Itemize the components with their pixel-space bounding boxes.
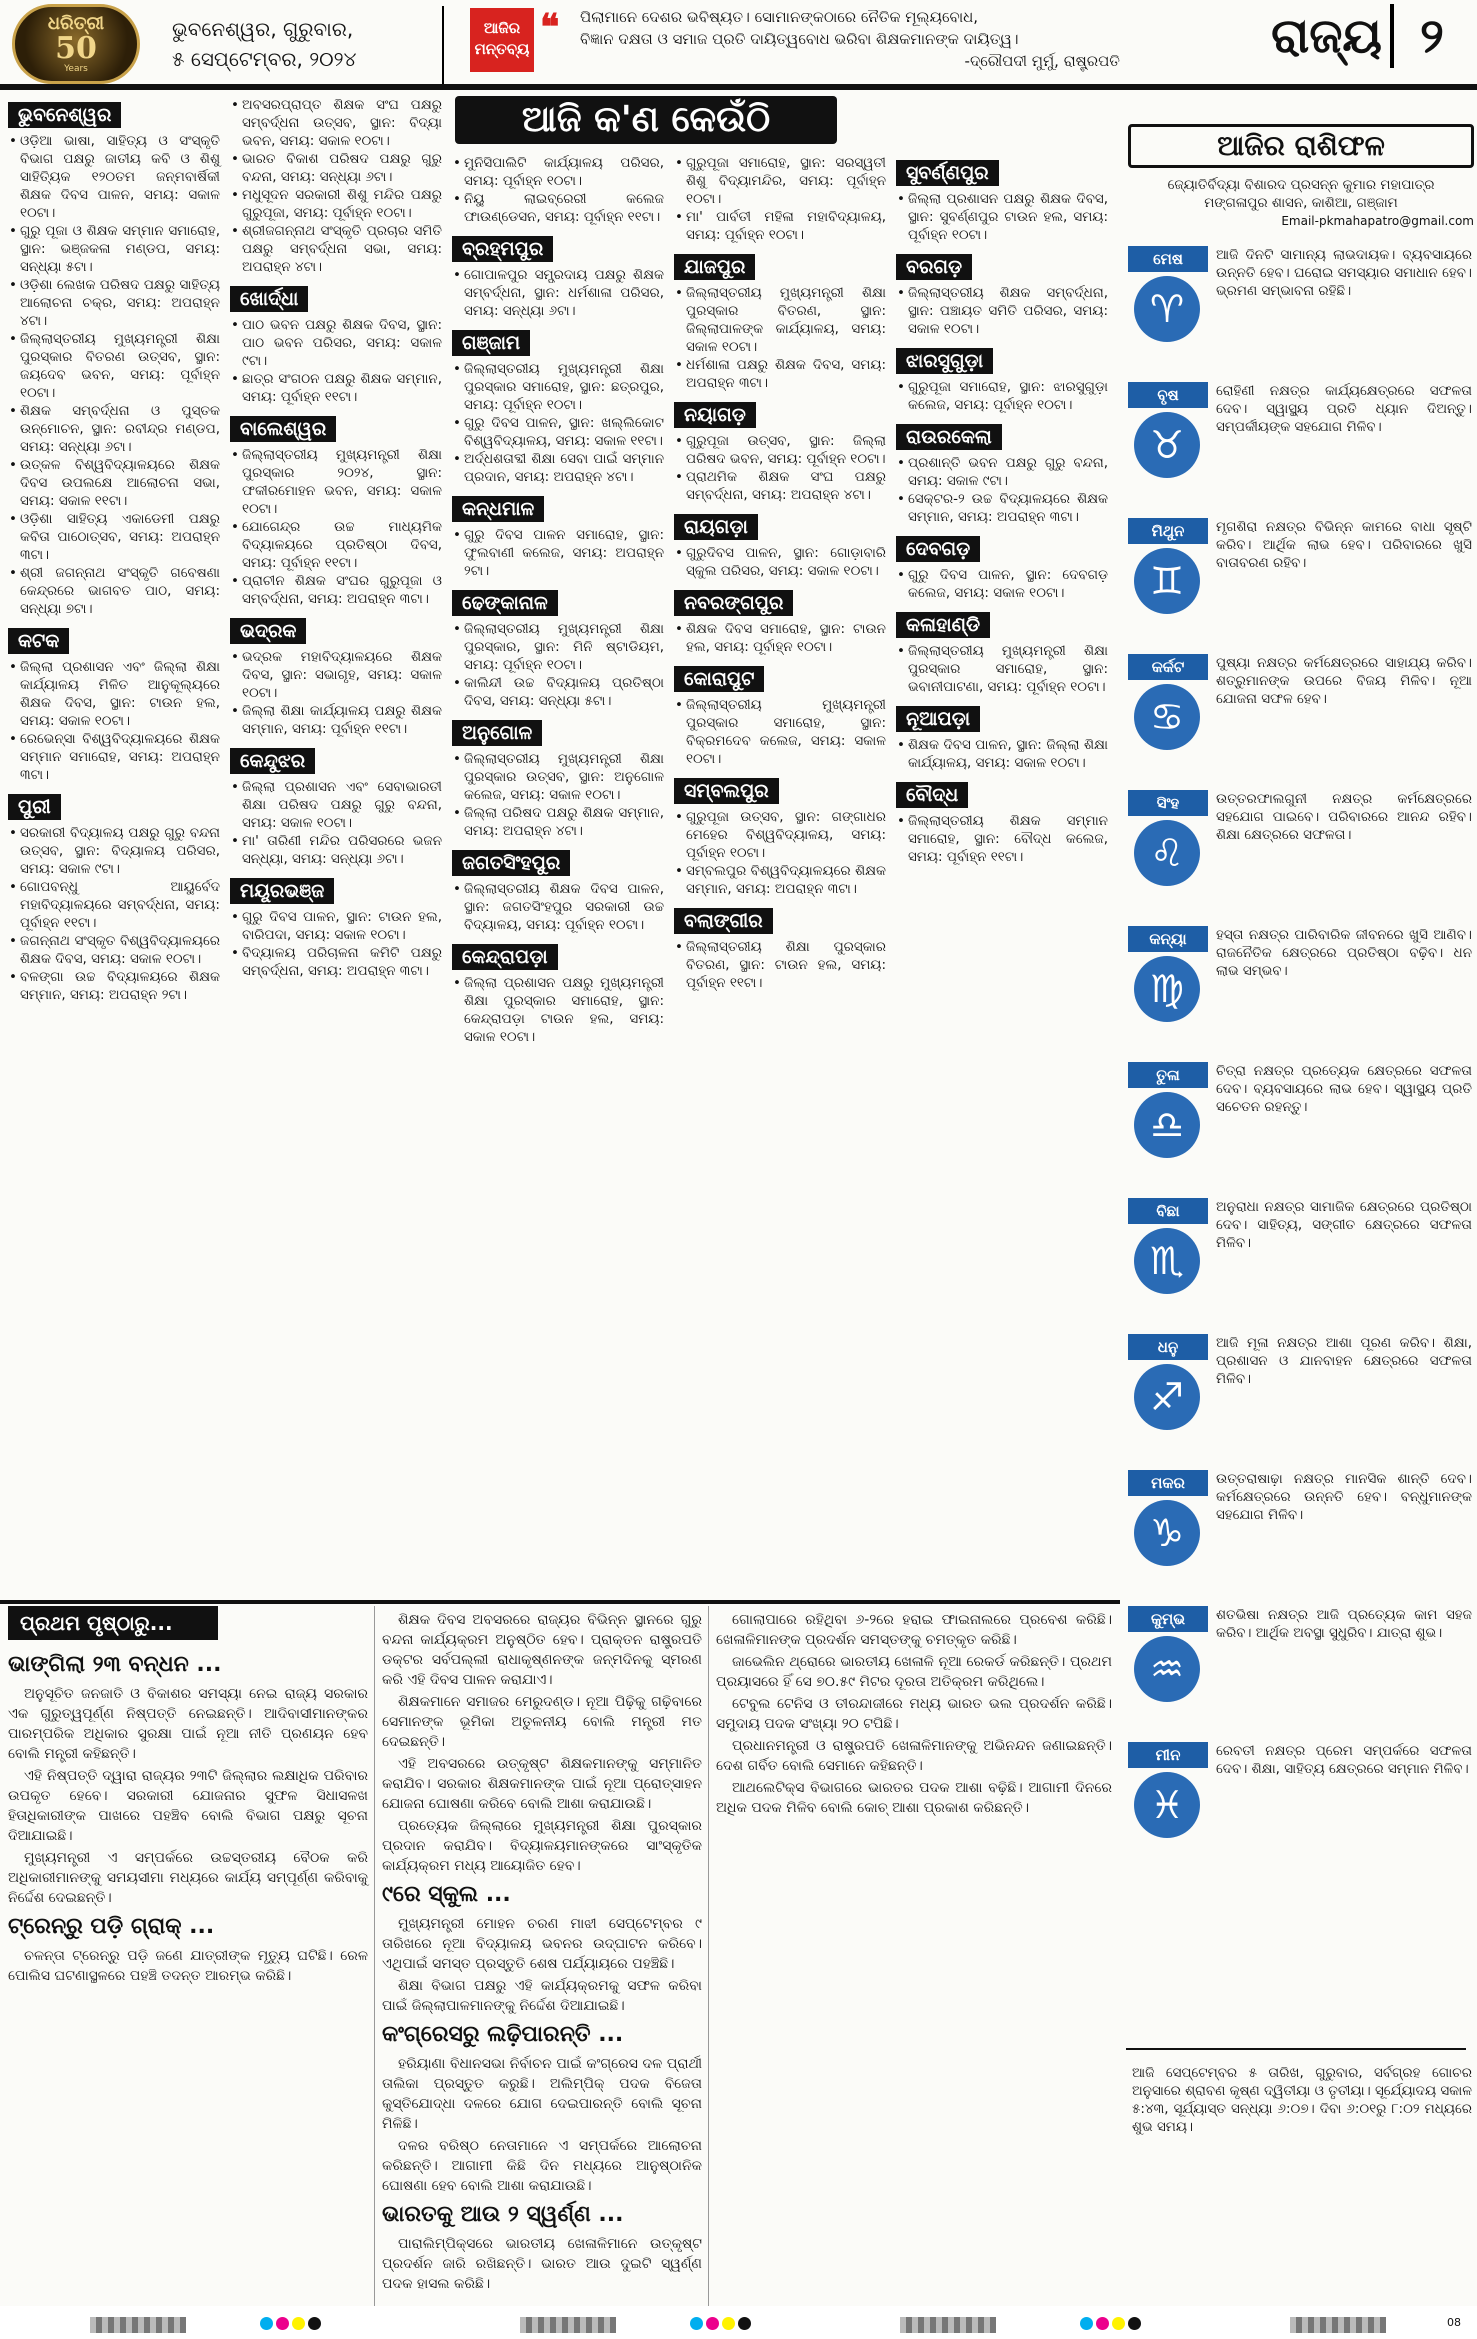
event-item: • ଜିଲ୍ଲାସ୍ତରୀୟ ଶିକ୍ଷକ ସମ୍ବର୍ଦ୍ଧନା, ସ୍ଥାନ: ପଞ୍ଚାୟତ ସମିତି ପରିସର, ସମୟ: ସକାଳ ୧୦ଟା।	[896, 284, 1108, 338]
city-group	[8, 788, 220, 1004]
story-paragraph: ଶିକ୍ଷକ ଦିବସ ଅବସରରେ ରାଜ୍ୟର ବିଭିନ୍ନ ସ୍ଥାନରେ ଗୁରୁ ବନ୍ଦନା କାର୍ଯ୍ୟକ୍ରମ ଅନୁଷ୍ଠିତ ହେବ। ପ୍ରାକ୍ତନ ରାଷ୍ଟ୍ରପତି ଡକ୍ଟର ସର୍ବପଲ୍ଲୀ ରାଧାକୃଷ୍ଣନଙ୍କ ଜନ୍ମଦିନକୁ ସ୍ମରଣ କରି ଏହି ଦିବସ ପାଳନ କରାଯାଏ।	[382, 1612, 702, 1688]
event-item: • ଭଦ୍ରକ ମହାବିଦ୍ୟାଳୟରେ ଶିକ୍ଷକ ଦିବସ, ସ୍ଥାନ: ସଭାଗୃହ, ସମୟ: ସକାଳ ୧୦ଟା।	[230, 648, 442, 702]
yellow-dot	[722, 2317, 735, 2330]
event-item: • ଉତ୍କଳ ବିଶ୍ୱବିଦ୍ୟାଳୟରେ ଶିକ୍ଷକ ଦିବସ ଉପଲକ୍ଷେ ଆଲୋଚନା ସଭା, ସମୟ: ସକାଳ ୧୧ଟା।	[8, 456, 220, 510]
city-group	[230, 742, 442, 868]
city-group	[8, 622, 220, 784]
event-item: • ଗୁରୁ ଦିବସ ପାଳନ ସମାରୋହ, ସ୍ଥାନ: ଫୁଲବାଣୀ କଲେଜ, ସମୟ: ଅପରାହ୍ନ ୨ଟା।	[452, 526, 664, 580]
sign-name: ବିଛା	[1128, 1198, 1208, 1224]
zodiac-icon: ♋	[1134, 684, 1200, 750]
event-item: • ଜିଲ୍ଲାସ୍ତରୀୟ ମୁଖ୍ୟମନ୍ତ୍ରୀ ଶିକ୍ଷା ପୁରସ୍କାର ବିତରଣ ଉତ୍ସବ, ସ୍ଥାନ: ଜୟଦେବ ଭବନ, ସମୟ: ପୂର୍ବାହ୍ନ ୧୦ଟା।	[8, 330, 220, 402]
page-number: ୨	[1390, 4, 1470, 68]
sign-prediction: ଉତ୍ତରାଷାଢ଼ା ନକ୍ଷତ୍ର ମାନସିକ ଶାନ୍ତି ଦେବ। କର୍ମକ୍ଷେତ୍ରରେ ଉନ୍ନତି ହେବ। ବନ୍ଧୁମାନଙ୍କ ସହଯୋଗ ମିଳିବ।	[1216, 1471, 1472, 1523]
city-group	[896, 418, 1108, 526]
masthead-rule	[0, 84, 1477, 90]
city-group	[230, 410, 442, 608]
event-item: • ଜିଲ୍ଲା ପ୍ରଶାସନ ଏବଂ ଜିଲ୍ଲା ଶିକ୍ଷା କାର୍ଯ୍ୟାଳୟ ମିଳିତ ଆନୁକୂଲ୍ୟରେ ଶିକ୍ଷକ ଦିବସ, ସ୍ଥାନ: ଟାଉନ ହଲ, ସମୟ: ସକାଳ ୧୦ଟା।	[8, 658, 220, 730]
event-item: • ପ୍ରଶାନ୍ତି ଭବନ ପକ୍ଷରୁ ଗୁରୁ ବନ୍ଦନା, ସମୟ: ସକାଳ ୯ଟା।	[896, 454, 1108, 490]
registration-bar	[90, 2317, 186, 2333]
city-heading: ସୁବର୍ଣ୍ଣପୁର	[896, 160, 999, 186]
events-column-1	[8, 96, 220, 1008]
quote-line2: ବିଜ୍ଞାନ ଦକ୍ଷତା ଓ ସମାଜ ପ୍ରତି ଦାୟିତ୍ୱବୋଧ ଭରିବା ଶିକ୍ଷକମାନଙ୍କ ଦାୟିତ୍ୱ।	[580, 30, 1019, 48]
front-column-1	[8, 1646, 368, 1988]
city-heading: ଯାଜପୁର	[674, 254, 755, 280]
story-paragraph: ଆଥଲେଟିକ୍ସ ବିଭାଗରେ ଭାରତର ପଦକ ଆଶା ବଢ଼ିଛି। ଆଗାମୀ ଦିନରେ ଅଧିକ ପଦକ ମିଳିବ ବୋଲି କୋଚ୍ ଆଶା ପ୍ରକାଶ କରିଛନ୍ତି।	[716, 1780, 1112, 1816]
event-item: • ଓଡ଼ିଆ ଭାଷା, ସାହିତ୍ୟ ଓ ସଂସ୍କୃତି ବିଭାଗ ପକ୍ଷରୁ ଜାତୀୟ କବି ଓ ଶିଶୁ ସାହିତ୍ୟିକ ୧୨୦ତମ ଜନ୍ମବାର୍ଷିକୀ ଶିକ୍ଷକ ଦିବସ ପାଳନ, ସମୟ: ସକାଳ ୧୦ଟା।	[8, 132, 220, 222]
front-page-banner: ପ୍ରଥମ ପୃଷ୍ଠାରୁ...	[8, 1606, 218, 1640]
registration-bar	[900, 2317, 996, 2333]
sign-name: ବୃଷ	[1128, 382, 1208, 408]
story-paragraph: ହରିୟାଣା ବିଧାନସଭା ନିର୍ବାଚନ ପାଇଁ କଂଗ୍ରେସ ଦଳ ପ୍ରାର୍ଥୀ ତାଲିକା ପ୍ରସ୍ତୁତ କରୁଛି। ଅଲିମ୍ପିକ୍ ପଦକ ବିଜେତା କୁସ୍ତିଯୋଦ୍ଧା ଦଳରେ ଯୋଗ ଦେଇପାରନ୍ତି ବୋଲି ସୂଚନା ମିଳିଛି।	[382, 2056, 702, 2132]
event-item: • ଜିଲ୍ଲାସ୍ତରୀୟ ମୁଖ୍ୟମନ୍ତ୍ରୀ ଶିକ୍ଷା ପୁରସ୍କାର ସମାରୋହ, ସ୍ଥାନ: ଭବାନୀପାଟଣା, ସମୟ: ପୂର୍ବାହ୍ନ ୧୦ଟା।	[896, 642, 1108, 696]
event-item: • ଗୋପାଳପୁର ସମ୍ପ୍ରଦାୟ ପକ୍ଷରୁ ଶିକ୍ଷକ ସମ୍ବର୍ଦ୍ଧନା, ସ୍ଥାନ: ଧର୍ମଶାଳା ପରିସର, ସମୟ: ସନ୍ଧ୍ୟା ୬ଟା।	[452, 266, 664, 320]
event-item: • ଜିଲ୍ଲାସ୍ତରୀୟ ମୁଖ୍ୟମନ୍ତ୍ରୀ ଶିକ୍ଷା ପୁରସ୍କାର ୨୦୨୪, ସ୍ଥାନ: ଫକୀରମୋହନ ଭବନ, ସମୟ: ସକାଳ ୧୦ଟା।	[230, 446, 442, 518]
city-group	[896, 530, 1108, 602]
sign-prediction: ଅନୁରାଧା ନକ୍ଷତ୍ର ସାମାଜିକ କ୍ଷେତ୍ରରେ ପ୍ରତିଷ୍ଠା ଦେବ। ସାହିତ୍ୟ, ସଙ୍ଗୀତ କ୍ଷେତ୍ରରେ ସଫଳତା ମିଳିବ।	[1216, 1199, 1472, 1251]
city-heading: କୋରାପୁଟ	[674, 666, 764, 692]
astrologer-info	[1120, 176, 1474, 230]
front-column-2	[382, 1610, 702, 2296]
horoscope-sign	[1120, 372, 1474, 508]
story-paragraph: ଶିକ୍ଷା ବିଭାଗ ପକ୍ଷରୁ ଏହି କାର୍ଯ୍ୟକ୍ରମକୁ ସଫଳ କରିବା ପାଇଁ ଜିଲ୍ଲାପାଳମାନଙ୍କୁ ନିର୍ଦ୍ଦେଶ ଦିଆଯାଇଛି।	[382, 1978, 702, 2014]
city-heading: ରାୟଗଡ଼ା	[674, 514, 758, 540]
zodiac-icon: ♉	[1134, 412, 1200, 478]
astrologer-email: Email-pkmahapatro@gmail.com	[1281, 214, 1474, 228]
zodiac-icon: ♒	[1134, 1636, 1200, 1702]
city-group	[896, 776, 1108, 866]
city-group	[896, 154, 1108, 244]
quote-tag-line1: ଆଜିର	[483, 19, 521, 37]
sign-name: ତୁଳା	[1128, 1062, 1208, 1088]
story-paragraph: ପ୍ରତ୍ୟେକ ଜିଲ୍ଲାରେ ମୁଖ୍ୟମନ୍ତ୍ରୀ ଶିକ୍ଷା ପୁରସ୍କାର ପ୍ରଦାନ କରାଯିବ। ବିଦ୍ୟାଳୟମାନଙ୍କରେ ସାଂସ୍କୃତିକ କାର୍ଯ୍ୟକ୍ରମ ମଧ୍ୟ ଆୟୋଜିତ ହେବ।	[382, 1818, 702, 1874]
quote-tag-line2: ମନ୍ତବ୍ୟ	[474, 40, 530, 58]
city-group	[452, 584, 664, 710]
events-banner: ଆଜି କ'ଣ କେଉଁଠି	[455, 96, 837, 144]
bottom-rule	[0, 1600, 1120, 1604]
event-item: • ବିଦ୍ୟାଳୟ ପରିଚାଳନା କମିଟି ପକ୍ଷରୁ ସମ୍ବର୍ଦ୍ଧନା, ସମୟ: ଅପରାହ୍ନ ୩ଟା।	[230, 944, 442, 980]
city-heading: ବଲାଙ୍ଗୀର	[674, 908, 773, 934]
sign-name: କନ୍ୟା	[1128, 926, 1208, 952]
sign-name: ମକର	[1128, 1470, 1208, 1496]
story-paragraph: ଶିକ୍ଷକମାନେ ସମାଜର ମେରୁଦଣ୍ଡ। ନୂଆ ପିଢ଼ିକୁ ଗଢ଼ିବାରେ ସେମାନଙ୍କ ଭୂମିକା ଅତୁଳନୀୟ ବୋଲି ମନ୍ତ୍ରୀ ମତ ଦେଇଛନ୍ତି।	[382, 1694, 702, 1750]
city-group	[674, 396, 886, 504]
story-paragraph: ପ୍ରଧାନମନ୍ତ୍ରୀ ଓ ରାଷ୍ଟ୍ରପତି ଖେଳାଳିମାନଙ୍କୁ ଅଭିନନ୍ଦନ ଜଣାଇଛନ୍ତି। ଦେଶ ଗର୍ବିତ ବୋଲି ସେମାନେ କହିଛନ୍ତି।	[716, 1738, 1112, 1774]
event-item: • ମୁନିସିପାଲିଟି କାର୍ଯ୍ୟାଳୟ ପରିସର, ସମୟ: ପୂର୍ବାହ୍ନ ୧୦ଟା।	[452, 154, 664, 190]
print-registration-bar	[0, 2306, 1477, 2339]
city-group	[674, 154, 886, 244]
event-item: • ସରକାରୀ ବିଦ୍ୟାଳୟ ପକ୍ଷରୁ ଗୁରୁ ବନ୍ଦନା ଉତ୍ସବ, ସ୍ଥାନ: ବିଦ୍ୟାଳୟ ପରିସର, ସମୟ: ସକାଳ ୯ଟା।	[8, 824, 220, 878]
event-item: • ଜିଲ୍ଲାସ୍ତରୀୟ ଶିକ୍ଷା ପୁରସ୍କାର ବିତରଣ, ସ୍ଥାନ: ଟାଉନ ହଲ, ସମୟ: ପୂର୍ବାହ୍ନ ୧୧ଟା।	[674, 938, 886, 992]
event-item: • ଗୁରୁ ପୂଜା ଓ ଶିକ୍ଷକ ସମ୍ମାନ ସମାରୋହ, ସ୍ଥାନ: ଭଞ୍ଜକଳା ମଣ୍ଡପ, ସମୟ: ସନ୍ଧ୍ୟା ୫ଟା।	[8, 222, 220, 276]
anniversary-sub: Years	[64, 64, 88, 74]
event-item: • ଗୁରୁ ଦିବସ ପାଳନ, ସ୍ଥାନ: ଦେବଗଡ଼ କଲେଜ, ସମୟ: ସକାଳ ୧୦ଟା।	[896, 566, 1108, 602]
city-heading: କଟକ	[8, 628, 69, 654]
city-group	[896, 606, 1108, 696]
dateline-place-day: ଭୁବନେଶ୍ୱର, ଗୁରୁବାର,	[172, 17, 354, 41]
event-item: • ମା' ପାର୍ବତୀ ମହିଳା ମହାବିଦ୍ୟାଳୟ, ସମୟ: ପୂର୍ବାହ୍ନ ୧୦ଟା।	[674, 208, 886, 244]
events-section	[8, 96, 1110, 1593]
cyan-dot	[260, 2317, 273, 2330]
event-item: • ଜିଲ୍ଲାସ୍ତରୀୟ ମୁଖ୍ୟମନ୍ତ୍ରୀ ଶିକ୍ଷା ପୁରସ୍କାର ବିତରଣ, ସ୍ଥାନ: ଜିଲ୍ଲାପାଳଙ୍କ କାର୍ଯ୍ୟାଳୟ, ସମୟ: ସକାଳ ୧୦ଟା।	[674, 284, 886, 356]
cyan-dot	[1080, 2317, 1093, 2330]
sign-name: ମିଥୁନ	[1128, 518, 1208, 544]
event-item: • ସମ୍ବଲପୁର ବିଶ୍ୱବିଦ୍ୟାଳୟରେ ଶିକ୍ଷକ ସମ୍ମାନ, ସମୟ: ଅପରାହ୍ନ ୩ଟା।	[674, 862, 886, 898]
event-item: • ଭାରତ ବିକାଶ ପରିଷଦ ପକ୍ଷରୁ ଗୁରୁ ବନ୍ଦନା, ସମୟ: ସନ୍ଧ୍ୟା ୬ଟା।	[230, 150, 442, 186]
event-item: • ଜିଲ୍ଲାସ୍ତରୀୟ ମୁଖ୍ୟମନ୍ତ୍ରୀ ଶିକ୍ଷା ପୁରସ୍କାର, ସ୍ଥାନ: ମିନି ଷ୍ଟାଡିୟମ, ସମୟ: ପୂର୍ବାହ୍ନ ୧୦ଟା।	[452, 620, 664, 674]
event-item: • ଜିଲ୍ଲାସ୍ତରୀୟ ମୁଖ୍ୟମନ୍ତ୍ରୀ ଶିକ୍ଷା ପୁରସ୍କାର ସମାରୋହ, ସ୍ଥାନ: ଛତ୍ରପୁର, ସମୟ: ପୂର୍ବାହ୍ନ ୧୦ଟା।	[452, 360, 664, 414]
yellow-dot	[292, 2317, 305, 2330]
event-item: • ଗୁରୁପୂଜା ଉତ୍ସବ, ସ୍ଥାନ: ଗଙ୍ଗାଧର ମେହେର ବିଶ୍ୱବିଦ୍ୟାଳୟ, ସମୟ: ପୂର୍ବାହ୍ନ ୧୦ଟା।	[674, 808, 886, 862]
horoscope-sign	[1120, 236, 1474, 372]
city-heading: ନୟାଗଡ଼	[674, 402, 756, 428]
sign-name: କର୍କଟ	[1128, 654, 1208, 680]
column-rule	[374, 1606, 375, 2306]
horoscope-sign	[1120, 780, 1474, 916]
color-registration-dots	[690, 2315, 754, 2334]
sign-name: ସିଂହ	[1128, 790, 1208, 816]
zodiac-icon: ♈	[1134, 276, 1200, 342]
daily-quote	[580, 6, 1140, 72]
city-heading: ଅନୁଗୋଳ	[452, 720, 542, 746]
event-item: • ମଧୁସୂଦନ ସରକାରୀ ଶିଶୁ ମନ୍ଦିର ପକ୍ଷରୁ ଗୁରୁପୂଜା, ସମୟ: ପୂର୍ବାହ୍ନ ୧୦ଟା।	[230, 186, 442, 222]
cyan-dot	[690, 2317, 703, 2330]
events-column-5	[896, 154, 1108, 870]
anniversary-logo	[12, 4, 140, 84]
city-heading: ବ୍ରହ୍ମପୁର	[452, 236, 553, 262]
story-headline: ୯ରେ ସ୍କୁଲ ...	[382, 1882, 511, 1907]
city-heading: ଝାରସୁଗୁଡ଼ା	[896, 348, 993, 374]
city-heading: ଜଗତସିଂହପୁର	[452, 850, 570, 876]
city-group	[896, 248, 1108, 338]
city-group	[8, 96, 220, 618]
black-dot	[308, 2317, 321, 2330]
event-item: • ଅବସରପ୍ରାପ୍ତ ଶିକ୍ଷକ ସଂଘ ପକ୍ଷରୁ ସମ୍ବର୍ଦ୍ଧନା ଉତ୍ସବ, ସ୍ଥାନ: ବିଦ୍ୟା ଭବନ, ସମୟ: ସକାଳ ୧୦ଟା।	[230, 96, 442, 150]
horoscope-sign	[1120, 508, 1474, 644]
zodiac-icon: ♎	[1134, 1092, 1200, 1158]
zodiac-icon: ♌	[1134, 820, 1200, 886]
city-heading: ବରଗଡ଼	[896, 254, 972, 280]
story-headline: ଭାରତକୁ ଆଉ ୨ ସ୍ୱର୍ଣ୍ଣ ...	[382, 2202, 624, 2227]
event-item: • ଗୁରୁପୂଜା ସମାରୋହ, ସ୍ଥାନ: ଝାରସୁଗୁଡ଼ା କଲେଜ, ସମୟ: ପୂର୍ବାହ୍ନ ୧୦ଟା।	[896, 378, 1108, 414]
city-group	[452, 714, 664, 840]
event-item: • ନିୟୁ ଲାଇବ୍ରେରୀ କଲେଜ ଫାଉଣ୍ଡେସନ, ସମୟ: ପୂର୍ବାହ୍ନ ୧୧ଟା।	[452, 190, 664, 226]
story-paragraph: ମୁଖ୍ୟମନ୍ତ୍ରୀ ଏ ସମ୍ପର୍କରେ ଉଚ୍ଚସ୍ତରୀୟ ବୈଠକ କରି ଅଧିକାରୀମାନଙ୍କୁ ସମୟସୀମା ମଧ୍ୟରେ କାର୍ଯ୍ୟ ସମ୍ପୂର୍ଣ୍ଣ କରିବାକୁ ନିର୍ଦ୍ଦେଶ ଦେଇଛନ୍ତି।	[8, 1850, 368, 1906]
city-heading: କଳାହାଣ୍ଡି	[896, 612, 990, 638]
panchang-text: ଆଜି ସେପ୍ଟେମ୍ବର ୫ ତାରିଖ, ଗୁରୁବାର, ସର୍ବଗ୍ରହ ଗୋଚର ଅନୁସାରେ ଶ୍ରାବଣ କୃଷ୍ଣ ଦ୍ୱିତୀୟା ଓ ତୃତୀୟା। ସୂର୍ଯ୍ୟୋଦୟ ସକାଳ ୫:୪୩, ସୂର୍ଯ୍ୟାସ୍ତ ସନ୍ଧ୍ୟା ୬:୦୭। ଦିବା ୬:୦୧ରୁ ୮:୦୨ ମଧ୍ୟରେ ଶୁଭ ସମୟ।	[1132, 2065, 1472, 2135]
horoscope-sign	[1120, 1732, 1474, 1868]
city-group	[896, 700, 1108, 772]
city-group	[452, 938, 664, 1046]
astrologer-address: ମଙ୍ଗଳାପୁର ଶାସନ, କାଶିଆ, ଗଞ୍ଜାମ	[1204, 195, 1398, 211]
city-heading: ପୁରୀ	[8, 794, 61, 820]
events-column-3	[452, 154, 664, 1050]
story-paragraph: ଜାଭେଲିନ ଥ୍ରୋରେ ଭାରତୀୟ ଖେଳାଳି ନୂଆ ରେକର୍ଡ କରିଛନ୍ତି। ପ୍ରଥମ ପ୍ରୟାସରେ ହିଁ ସେ ୭୦.୫୯ ମିଟର ଦୂରତା ଅତିକ୍ରମ କରିଥିଲେ।	[716, 1654, 1112, 1690]
event-item: • ଗୁରୁ ଦିବସ ପାଳନ, ସ୍ଥାନ: ଟାଉନ ହଲ, ବାରିପଦା, ସମୟ: ସକାଳ ୧୦ଟା।	[230, 908, 442, 944]
event-item: • ଧର୍ମଶାଳା ପକ୍ଷରୁ ଶିକ୍ଷକ ଦିବସ, ସମୟ: ଅପରାହ୍ନ ୩ଟା।	[674, 356, 886, 392]
city-heading: ନବରଙ୍ଗପୁର	[674, 590, 793, 616]
horoscope-sign	[1120, 1052, 1474, 1188]
city-group	[452, 324, 664, 486]
story-paragraph: ଏହି ନିଷ୍ପତ୍ତି ଦ୍ୱାରା ରାଜ୍ୟର ୨୩ଟି ଜିଲ୍ଲାର ଲକ୍ଷାଧିକ ପରିବାର ଉପକୃତ ହେବେ। ସରକାରୀ ଯୋଜନାର ସୁଫଳ ସିଧାସଳଖ ହିତାଧିକାରୀଙ୍କ ପାଖରେ ପହଞ୍ଚିବ ବୋଲି ବିଭାଗ ପକ୍ଷରୁ ସୂଚନା ଦିଆଯାଇଛି।	[8, 1768, 368, 1844]
horoscope-signs	[1120, 236, 1474, 1868]
city-group	[452, 844, 664, 934]
section-title: ରାଜ୍ୟ	[1271, 8, 1382, 64]
event-item: • ଶିକ୍ଷକ ସମ୍ବର୍ଦ୍ଧନା ଓ ପୁସ୍ତକ ଉନ୍ମୋଚନ, ସ୍ଥାନ: ରବୀନ୍ଦ୍ର ମଣ୍ଡପ, ସମୟ: ସନ୍ଧ୍ୟା ୬ଟା।	[8, 402, 220, 456]
event-item: • ଜିଲ୍ଲାସ୍ତରୀୟ ଶିକ୍ଷକ ଦିବସ ପାଳନ, ସ୍ଥାନ: ଜଗତସିଂହପୁର ସରକାରୀ ଉଚ୍ଚ ବିଦ୍ୟାଳୟ, ସମୟ: ପୂର୍ବାହ୍ନ ୧୦ଟା।	[452, 880, 664, 934]
newspaper-logo: ଧରିତ୍ରୀ	[47, 13, 105, 34]
event-item: • ଗୋପବନ୍ଧୁ ଆୟୁର୍ବେଦ ମହାବିଦ୍ୟାଳୟରେ ସମ୍ବର୍ଦ୍ଧନା, ସମୟ: ପୂର୍ବାହ୍ନ ୧୧ଟା।	[8, 878, 220, 932]
sign-prediction: ଆଜି ଦିନଟି ସାମାନ୍ୟ ଲାଭଦାୟକ। ବ୍ୟବସାୟରେ ଉନ୍ନତି ହେବ। ଘରୋଇ ସମସ୍ୟାର ସମାଧାନ ହେବ। ଭ୍ରମଣ ସମ୍ଭାବନା ରହିଛି।	[1216, 247, 1472, 299]
city-group	[674, 660, 886, 768]
sign-name: ମେଷ	[1128, 246, 1208, 272]
city-group	[674, 508, 886, 580]
event-item: • ଜଗନ୍ନାଥ ସଂସ୍କୃତ ବିଶ୍ୱବିଦ୍ୟାଳୟରେ ଶିକ୍ଷକ ଦିବସ, ସମୟ: ସକାଳ ୧୦ଟା।	[8, 932, 220, 968]
story-paragraph: ଅନୁସୂଚିତ ଜନଜାତି ଓ ବିକାଶର ସମସ୍ୟା ନେଇ ରାଜ୍ୟ ସରକାର ଏକ ଗୁରୁତ୍ୱପୂର୍ଣ୍ଣ ନିଷ୍ପତ୍ତି ନେଇଛନ୍ତି। ଆଦିବାସୀମାନଙ୍କର ପାରମ୍ପରିକ ଅଧିକାର ସୁରକ୍ଷା ପାଇଁ ନୂଆ ନୀତି ପ୍ରଣୟନ ହେବ ବୋଲି ମନ୍ତ୍ରୀ କହିଛନ୍ତି।	[8, 1686, 368, 1762]
event-item: • ରେଭେନ୍ସା ବିଶ୍ୱବିଦ୍ୟାଳୟରେ ଶିକ୍ଷକ ସମ୍ମାନ ସମାରୋହ, ସମୟ: ଅପରାହ୍ନ ୩ଟା।	[8, 730, 220, 784]
horoscope-sign	[1120, 1596, 1474, 1732]
horoscope-title: ଆଜିର ରାଶିଫଳ	[1128, 124, 1474, 168]
story-paragraph: ଚଳନ୍ତା ଟ୍ରେନ୍‌ରୁ ପଡ଼ି ଜଣେ ଯାତ୍ରୀଙ୍କ ମୃତ୍ୟୁ ଘଟିଛି। ରେଳ ପୋଲିସ ଘଟଣାସ୍ଥଳରେ ପହଞ୍ଚି ତଦନ୍ତ ଆରମ୍ଭ କରିଛି।	[8, 1948, 368, 1984]
city-heading: ମୟୂରଭଞ୍ଜ	[230, 878, 334, 904]
event-item: • ଜିଲ୍ଲା ପ୍ରଶାସନ ପକ୍ଷରୁ ମୁଖ୍ୟମନ୍ତ୍ରୀ ଶିକ୍ଷା ପୁରସ୍କାର ସମାରୋହ, ସ୍ଥାନ: କେନ୍ଦ୍ରାପଡ଼ା ଟାଉନ ହଲ, ସମୟ: ସକାଳ ୧୦ଟା।	[452, 974, 664, 1046]
dateline	[172, 14, 356, 74]
city-heading: କେନ୍ଦୁଝର	[230, 748, 315, 774]
magenta-dot	[706, 2317, 719, 2330]
story-headline: କଂଗ୍ରେସରୁ ଲଢ଼ିପାରନ୍ତି ...	[382, 2022, 624, 2047]
magenta-dot	[276, 2317, 289, 2330]
event-item: • ଶିକ୍ଷକ ଦିବସ ପାଳନ, ସ୍ଥାନ: ଜିଲ୍ଲା ଶିକ୍ଷା କାର୍ଯ୍ୟାଳୟ, ସମୟ: ସକାଳ ୧୦ଟା।	[896, 736, 1108, 772]
astrologer-name: ଜ୍ୟୋତିର୍ବିଦ୍ୟା ବିଶାରଦ ପ୍ରସନ୍ନ କୁମାର ମହାପାତ୍ର	[1167, 177, 1435, 193]
registration-bar	[520, 2317, 616, 2333]
story-paragraph: ଟେବୁଲ ଟେନିସ ଓ ତୀରନ୍ଦାଜୀରେ ମଧ୍ୟ ଭାରତ ଭଲ ପ୍ରଦର୍ଶନ କରିଛି। ସମୁଦାୟ ପଦକ ସଂଖ୍ୟା ୨୦ ଟପିଛି।	[716, 1696, 1112, 1732]
event-item: • ଅର୍ଦ୍ଧଶତାବ୍ଦୀ ଶିକ୍ଷା ସେବା ପାଇଁ ସମ୍ମାନ ପ୍ରଦାନ, ସମୟ: ଅପରାହ୍ନ ୪ଟା।	[452, 450, 664, 486]
city-group	[896, 342, 1108, 414]
event-item: • ସେକ୍ଟର-୨ ଉଚ୍ଚ ବିଦ୍ୟାଳୟରେ ଶିକ୍ଷକ ସମ୍ମାନ, ସମୟ: ଅପରାହ୍ନ ୩ଟା।	[896, 490, 1108, 526]
color-registration-dots	[1080, 2315, 1144, 2334]
story-paragraph: ଗୋଲାପାରେ ରହିଥିବା ୬-୨ରେ ହରାଇ ଫାଇନାଲରେ ପ୍ରବେଶ କରିଛି। ଖେଳାଳିମାନଙ୍କ ପ୍ରଦର୍ଶନ ସମସ୍ତଙ୍କୁ ଚମତ୍କୃତ କରିଛି।	[716, 1612, 1112, 1648]
horoscope-sign	[1120, 1188, 1474, 1324]
front-continuation-section	[0, 1606, 1120, 2306]
panchang-rule	[1126, 2048, 1466, 2050]
city-group	[452, 490, 664, 580]
event-item: • ଶିକ୍ଷକ ଦିବସ ସମାରୋହ, ସ୍ଥାନ: ଟାଉନ ହଲ, ସମୟ: ପୂର୍ବାହ୍ନ ୧୦ଟା।	[674, 620, 886, 656]
events-column-4	[674, 154, 886, 996]
story-headline: ଟ୍ରେନ୍‌ରୁ ପଡ଼ି ଗ୍ରାକ୍ ...	[8, 1914, 215, 1939]
quote-line1: ପିଲାମାନେ ଦେଶର ଭବିଷ୍ୟତ। ସୋମାନଙ୍କଠାରେ ନୈତିକ ମୂଲ୍ୟବୋଧ,	[580, 8, 979, 26]
horoscope-section	[1120, 96, 1474, 1827]
sign-name: କୁମ୍ଭ	[1128, 1606, 1208, 1632]
event-item: • ଗୁରୁପୂଜା ଉତ୍ସବ, ସ୍ଥାନ: ଜିଲ୍ଲା ପରିଷଦ ଭବନ, ସମୟ: ପୂର୍ବାହ୍ନ ୧୦ଟା।	[674, 432, 886, 468]
sign-name: ମୀନ	[1128, 1742, 1208, 1768]
masthead-divider	[442, 6, 444, 84]
city-heading: ବାଲେଶ୍ୱର	[230, 416, 336, 442]
city-group	[230, 280, 442, 406]
zodiac-icon: ♏	[1134, 1228, 1200, 1294]
city-group	[452, 154, 664, 226]
event-item: • ଗୁରୁଦିବସ ପାଳନ, ସ୍ଥାନ: ଗୋଡ଼ାବାରି ସ୍କୁଲ ପରିସର, ସମୟ: ସକାଳ ୧୦ଟା।	[674, 544, 886, 580]
event-item: • ଶ୍ରୀ ଜଗନ୍ନାଥ ସଂସ୍କୃତି ଗବେଷଣା କେନ୍ଦ୍ରରେ ଭାଗବତ ପାଠ, ସମୟ: ସନ୍ଧ୍ୟା ୭ଟା।	[8, 564, 220, 618]
zodiac-icon: ♊	[1134, 548, 1200, 614]
city-heading: ରାଉରକେଲା	[896, 424, 1002, 450]
sign-prediction: ଆଜି ମୂଳା ନକ୍ଷତ୍ର ଆଶା ପୂରଣ କରିବ। ଶିକ୍ଷା, ପ୍ରଶାସନ ଓ ଯାନବାହନ କ୍ଷେତ୍ରରେ ସଫଳତା ମିଳିବ।	[1216, 1335, 1472, 1387]
dateline-date: ୫ ସେପ୍ଟେମ୍ବର, ୨୦୨୪	[172, 47, 357, 71]
city-group	[674, 584, 886, 656]
event-item: • ଗୁରୁ ଦିବସ ପାଳନ, ସ୍ଥାନ: ଖଲ୍ଲିକୋଟ ବିଶ୍ୱବିଦ୍ୟାଳୟ, ସମୟ: ସକାଳ ୧୧ଟା।	[452, 414, 664, 450]
horoscope-sign	[1120, 1324, 1474, 1460]
sign-prediction: ହସ୍ତା ନକ୍ଷତ୍ର ପାରିବାରିକ ଜୀବନରେ ଖୁସି ଆଣିବ। ରାଜନୈତିକ କ୍ଷେତ୍ରରେ ପ୍ରତିଷ୍ଠା ବଢ଼ିବ। ଧନ ଲାଭ ସମ୍ଭବ।	[1216, 927, 1472, 979]
city-heading: କେନ୍ଦ୍ରାପଡ଼ା	[452, 944, 558, 970]
horoscope-sign	[1120, 644, 1474, 780]
anniversary-number: 50	[55, 31, 97, 66]
horoscope-sign	[1120, 916, 1474, 1052]
city-heading: ଢେଙ୍କାନାଳ	[452, 590, 558, 616]
event-item: • ଶ୍ରୀଜଗନ୍ନାଥ ସଂସ୍କୃତି ପ୍ରଚାର ସମିତି ପକ୍ଷରୁ ସମ୍ବର୍ଦ୍ଧନା ସଭା, ସମୟ: ଅପରାହ୍ନ ୪ଟା।	[230, 222, 442, 276]
event-item: • ଜିଲ୍ଲା ପ୍ରଶାସନ ପକ୍ଷରୁ ଶିକ୍ଷକ ଦିବସ, ସ୍ଥାନ: ସୁବର୍ଣ୍ଣପୁର ଟାଉନ ହଲ, ସମୟ: ପୂର୍ବାହ୍ନ ୧୦ଟା।	[896, 190, 1108, 244]
event-item: • ପାଠ ଭବନ ପକ୍ଷରୁ ଶିକ୍ଷକ ଦିବସ, ସ୍ଥାନ: ପାଠ ଭବନ ପରିସର, ସମୟ: ସକାଳ ୯ଟା।	[230, 316, 442, 370]
zodiac-icon: ♍	[1134, 956, 1200, 1022]
black-dot	[738, 2317, 751, 2330]
story-paragraph: ଏହି ଅବସରରେ ଉତ୍କୃଷ୍ଟ ଶିକ୍ଷକମାନଙ୍କୁ ସମ୍ମାନିତ କରାଯିବ। ସରକାର ଶିକ୍ଷକମାନଙ୍କ ପାଇଁ ନୂଆ ପ୍ରୋତ୍ସାହନ ଯୋଜନା ଘୋଷଣା କରିବେ ବୋଲି ଆଶା କରାଯାଉଛି।	[382, 1756, 702, 1812]
city-heading: ନୂଆପଡ଼ା	[896, 706, 980, 732]
sign-prediction: ଉତ୍ତରଫାଲଗୁନୀ ନକ୍ଷତ୍ର କର୍ମକ୍ଷେତ୍ରରେ ସହଯୋଗ ପାଇବେ। ପରିବାରରେ ଆନନ୍ଦ ରହିବ। ଶିକ୍ଷା କ୍ଷେତ୍ରରେ ସଫଳତା।	[1216, 791, 1472, 843]
event-item: • ଜିଲ୍ଲାସ୍ତରୀୟ ମୁଖ୍ୟମନ୍ତ୍ରୀ ପୁରସ୍କାର ସମାରୋହ, ସ୍ଥାନ: ବିକ୍ରମଦେବ କଲେଜ, ସମୟ: ସକାଳ ୧୦ଟା।	[674, 696, 886, 768]
event-item: • ଜିଲ୍ଲା ଶିକ୍ଷା କାର୍ଯ୍ୟାଳୟ ପକ୍ଷରୁ ଶିକ୍ଷକ ସମ୍ମାନ, ସମୟ: ପୂର୍ବାହ୍ନ ୧୧ଟା।	[230, 702, 442, 738]
city-group	[230, 872, 442, 980]
event-item: • ପ୍ରାଚୀନ ଶିକ୍ଷକ ସଂଘର ଗୁରୁପୂଜା ଓ ସମ୍ବର୍ଦ୍ଧନା, ସମୟ: ଅପରାହ୍ନ ୩ଟା।	[230, 572, 442, 608]
city-heading: ବୌଦ୍ଧ	[896, 782, 968, 808]
event-item: • ଜିଲ୍ଲାସ୍ତରୀୟ ମୁଖ୍ୟମନ୍ତ୍ରୀ ଶିକ୍ଷା ପୁରସ୍କାର ଉତ୍ସବ, ସ୍ଥାନ: ଅନୁଗୋଳ କଲେଜ, ସମୟ: ସକାଳ ୧୦ଟା।	[452, 750, 664, 804]
story-paragraph: ମୁଖ୍ୟମନ୍ତ୍ରୀ ମୋହନ ଚରଣ ମାଝୀ ସେପ୍ଟେମ୍ବର ୯ ତାରିଖରେ ନୂଆ ବିଦ୍ୟାଳୟ ଭବନର ଉଦ୍‌ଘାଟନ କରିବେ। ଏଥିପାଇଁ ସମସ୍ତ ପ୍ରସ୍ତୁତି ଶେଷ ପର୍ଯ୍ୟାୟରେ ପହଞ୍ଚିଛି।	[382, 1916, 702, 1972]
event-item: • ଗୁରୁପୂଜା ସମାରୋହ, ସ୍ଥାନ: ସରସ୍ୱତୀ ଶିଶୁ ବିଦ୍ୟାମନ୍ଦିର, ସମୟ: ପୂର୍ବାହ୍ନ ୧୦ଟା।	[674, 154, 886, 208]
registration-bar	[1290, 2317, 1386, 2333]
color-registration-dots	[260, 2315, 324, 2334]
sign-prediction: ଚିତ୍ରା ନକ୍ଷତ୍ର ପ୍ରତ୍ୟେକ କ୍ଷେତ୍ରରେ ସଫଳତା ଦେବ। ବ୍ୟବସାୟରେ ଲାଭ ହେବ। ସ୍ୱାସ୍ଥ୍ୟ ପ୍ରତି ସଚେତନ ରହନ୍ତୁ।	[1216, 1063, 1472, 1115]
event-item: • ଜିଲ୍ଲା ପରିଷଦ ପକ୍ଷରୁ ଶିକ୍ଷକ ସମ୍ମାନ, ସମୟ: ଅପରାହ୍ନ ୪ଟା।	[452, 804, 664, 840]
city-group	[452, 230, 664, 320]
sign-prediction: ମୃଗଶିରା ନକ୍ଷତ୍ର ବିଭିନ୍ନ କାମରେ ବାଧା ସୃଷ୍ଟି କରିବ। ଆର୍ଥିକ ଲାଭ ହେବ। ପରିବାରରେ ଖୁସି ବାତାବରଣ ରହିବ।	[1216, 519, 1472, 571]
city-heading: ଦେବଗଡ଼	[896, 536, 980, 562]
city-heading: ସମ୍ବଲପୁର	[674, 778, 779, 804]
event-item: • ମା' ତାରିଣୀ ମନ୍ଦିର ପରିସରରେ ଭଜନ ସନ୍ଧ୍ୟା, ସମୟ: ସନ୍ଧ୍ୟା ୬ଟା।	[230, 832, 442, 868]
column-rule	[708, 1606, 709, 2306]
city-group	[230, 612, 442, 738]
quote-mark-icon: ❝	[540, 6, 560, 48]
page-code: 08	[1447, 2316, 1461, 2329]
horoscope-sign	[1120, 1460, 1474, 1596]
zodiac-icon: ♓	[1134, 1772, 1200, 1838]
story-headline: ଭାଙ୍ଗିଲା ୨୩ ବନ୍ଧନ ...	[8, 1652, 222, 1677]
city-group	[674, 902, 886, 992]
zodiac-icon: ♑	[1134, 1500, 1200, 1566]
city-heading: ଗଞ୍ଜାମ	[452, 330, 530, 356]
sign-prediction: ରୋହିଣୀ ନକ୍ଷତ୍ର କାର୍ଯ୍ୟକ୍ଷେତ୍ରରେ ସଫଳତା ଦେବ। ସ୍ୱାସ୍ଥ୍ୟ ପ୍ରତି ଧ୍ୟାନ ଦିଅନ୍ତୁ। ସମ୍ପର୍କୀୟଙ୍କ ସହଯୋଗ ମିଳିବ।	[1216, 383, 1472, 435]
quote-author: -ଦ୍ରୌପଦୀ ମୁର୍ମୁ, ରାଷ୍ଟ୍ରପତି	[964, 52, 1120, 70]
sign-name: ଧନୁ	[1128, 1334, 1208, 1360]
event-item: • ଜିଲ୍ଲାସ୍ତରୀୟ ଶିକ୍ଷକ ସମ୍ମାନ ସମାରୋହ, ସ୍ଥାନ: ବୌଦ୍ଧ କଲେଜ, ସମୟ: ପୂର୍ବାହ୍ନ ୧୧ଟା।	[896, 812, 1108, 866]
city-heading: କନ୍ଧମାଳ	[452, 496, 544, 522]
events-column-2	[230, 96, 442, 984]
event-item: • ଓଡ଼ିଶା ଲେଖକ ପରିଷଦ ପକ୍ଷରୁ ସାହିତ୍ୟ ଆଲୋଚନା ଚକ୍ର, ସମୟ: ଅପରାହ୍ନ ୪ଟା।	[8, 276, 220, 330]
story-paragraph: ଦଳର ବରିଷ୍ଠ ନେତାମାନେ ଏ ସମ୍ପର୍କରେ ଆଲୋଚନା କରିଛନ୍ତି। ଆଗାମୀ କିଛି ଦିନ ମଧ୍ୟରେ ଆନୁଷ୍ଠାନିକ ଘୋଷଣା ହେବ ବୋଲି ଆଶା କରାଯାଉଛି।	[382, 2138, 702, 2194]
event-item: • କାଲିନ୍ଦୀ ଉଚ୍ଚ ବିଦ୍ୟାଳୟ ପ୍ରତିଷ୍ଠା ଦିବସ, ସମୟ: ସନ୍ଧ୍ୟା ୫ଟା।	[452, 674, 664, 710]
masthead	[0, 0, 1477, 92]
city-group	[230, 96, 442, 276]
event-item: • ଛାତ୍ର ସଂଗଠନ ପକ୍ଷରୁ ଶିକ୍ଷକ ସମ୍ମାନ, ସମୟ: ପୂର୍ବାହ୍ନ ୧୧ଟା।	[230, 370, 442, 406]
city-group	[674, 248, 886, 392]
event-item: • ପ୍ରାଥମିକ ଶିକ୍ଷକ ସଂଘ ପକ୍ଷରୁ ସମ୍ବର୍ଦ୍ଧନା, ସମୟ: ଅପରାହ୍ନ ୪ଟା।	[674, 468, 886, 504]
front-column-3	[716, 1610, 1112, 1820]
story-paragraph: ପାରାଲିମ୍ପିକ୍‌ସରେ ଭାରତୀୟ ଖେଳାଳିମାନେ ଉତ୍କୃଷ୍ଟ ପ୍ରଦର୍ଶନ ଜାରି ରଖିଛନ୍ତି। ଭାରତ ଆଉ ଦୁଇଟି ସ୍ୱର୍ଣ୍ଣ ପଦକ ହାସଲ କରିଛି।	[382, 2236, 702, 2292]
black-dot	[1128, 2317, 1141, 2330]
city-group	[674, 772, 886, 898]
yellow-dot	[1112, 2317, 1125, 2330]
city-heading: ଭୁବନେଶ୍ୱର	[8, 102, 121, 128]
city-heading: ଖୋର୍ଦ୍ଧା	[230, 286, 308, 312]
zodiac-icon: ♐	[1134, 1364, 1200, 1430]
quote-tag	[470, 8, 534, 72]
event-item: • ବଳଙ୍ଗା ଉଚ୍ଚ ବିଦ୍ୟାଳୟରେ ଶିକ୍ଷକ ସମ୍ମାନ, ସମୟ: ଅପରାହ୍ନ ୨ଟା।	[8, 968, 220, 1004]
sign-prediction: ଶତଭିଷା ନକ୍ଷତ୍ର ଆଜି ପ୍ରତ୍ୟେକ କାମ ସହଜ କରିବ। ଆର୍ଥିକ ଅବସ୍ଥା ସୁଧୁରିବ। ଯାତ୍ରା ଶୁଭ।	[1216, 1607, 1472, 1641]
event-item: • ଜିଲ୍ଲା ପ୍ରଶାସନ ଏବଂ ସେବାଭାରତୀ ଶିକ୍ଷା ପରିଷଦ ପକ୍ଷରୁ ଗୁରୁ ବନ୍ଦନା, ସମୟ: ସକାଳ ୧୦ଟା।	[230, 778, 442, 832]
event-item: • ଓଡ଼ିଶା ସାହିତ୍ୟ ଏକାଡେମୀ ପକ୍ଷରୁ କବିତା ପାଠୋତ୍ସବ, ସମୟ: ଅପରାହ୍ନ ୩ଟା।	[8, 510, 220, 564]
sign-prediction: ରେବତୀ ନକ୍ଷତ୍ର ପ୍ରେମ ସମ୍ପର୍କରେ ସଫଳତା ଦେବ। ଶିକ୍ଷା, ସାହିତ୍ୟ କ୍ଷେତ୍ରରେ ସମ୍ମାନ ମିଳିବ।	[1216, 1743, 1472, 1777]
sign-prediction: ପୁଷ୍ୟା ନକ୍ଷତ୍ର କର୍ମକ୍ଷେତ୍ରରେ ସାହାଯ୍ୟ କରିବ। ଶତ୍ରୁମାନଙ୍କ ଉପରେ ବିଜୟ ମିଳିବ। ନୂଆ ଯୋଜନା ସଫଳ ହେବ।	[1216, 655, 1472, 707]
city-heading: ଭଦ୍ରକ	[230, 618, 306, 644]
magenta-dot	[1096, 2317, 1109, 2330]
event-item: • ଯୋଗେନ୍ଦ୍ର ଉଚ୍ଚ ମାଧ୍ୟମିକ ବିଦ୍ୟାଳୟରେ ପ୍ରତିଷ୍ଠା ଦିବସ, ସମୟ: ପୂର୍ବାହ୍ନ ୧୧ଟା।	[230, 518, 442, 572]
